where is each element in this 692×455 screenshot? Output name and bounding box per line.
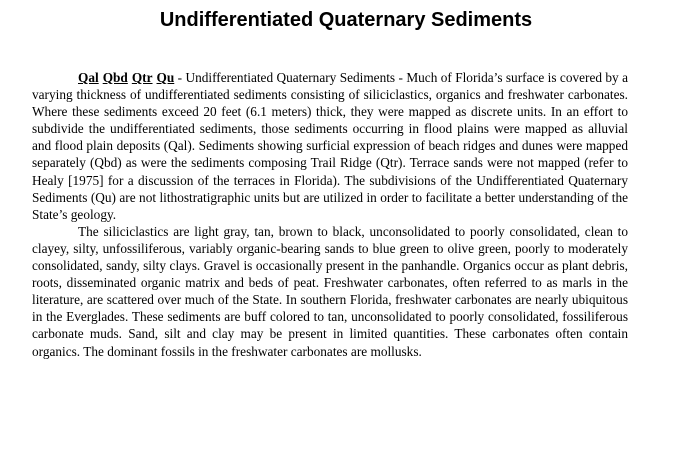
document-title: Undifferentiated Quaternary Sediments: [159, 9, 533, 31]
paragraph-1-text: - Undifferentiated Quaternary Sediments - Much of Florida’s surface is covered by a varying thickness of undifferentiated sediments consisting of siliciclastics, organics and freshwater carbonates. Where these sediments exceed 20 feet (6.1 meters) thick, they were mapped as discrete units. In an effort to subdivide the undifferentiated sediments, those sediments occurring in flood plains were mapped as alluvial and flood plain deposits (Qal). Sediments showing surficial expression of beach ridges and dunes were mapped separately (Qbd) as were the sediments composing Trail Ridge (Qtr). Terrace sands were not mapped (refer to Healy [1975] for a discussion of the terraces in Florida). The subdivisions of the Undifferentiated Quaternary Sediments (Qu) are not lithostratigraphic units but are utilized in order to facilitate a better understanding of the State’s geology.: [32, 70, 628, 222]
paragraph-2: The siliciclastics are light gray, tan, brown to black, unconsolidated to poorly consolidated, clean to clayey, silty, unfossiliferous, variably organic-bearing sands to blue green to olive green, poorly to moderately consolidated, sandy, silty clays. Gravel is occasionally present in the panhandle. Organics occur as plant debris, roots, disseminated organic matrix and beds of peat. Freshwater carbonates, often referred to as marls in the literature, are scattered over much of the State. In southern Florida, freshwater carbonates are nearly ubiquitous in the Everglades. These sediments are buff colored to tan, unconsolidated to poorly consolidated, fossiliferous carbonate muds. Sand, silt and clay may be present in limited quantities. These carbonates often contain organics. The dominant fossils in the freshwater carbonates are mollusks.: [32, 223, 628, 359]
paragraph-1: [32, 69, 628, 223]
unit-code-qu: Qu: [156, 70, 175, 85]
document-body: [32, 69, 628, 360]
unit-code-qal: Qal: [78, 70, 99, 85]
unit-code-qbd: Qbd: [102, 70, 128, 85]
unit-code-qtr: Qtr: [131, 70, 153, 85]
